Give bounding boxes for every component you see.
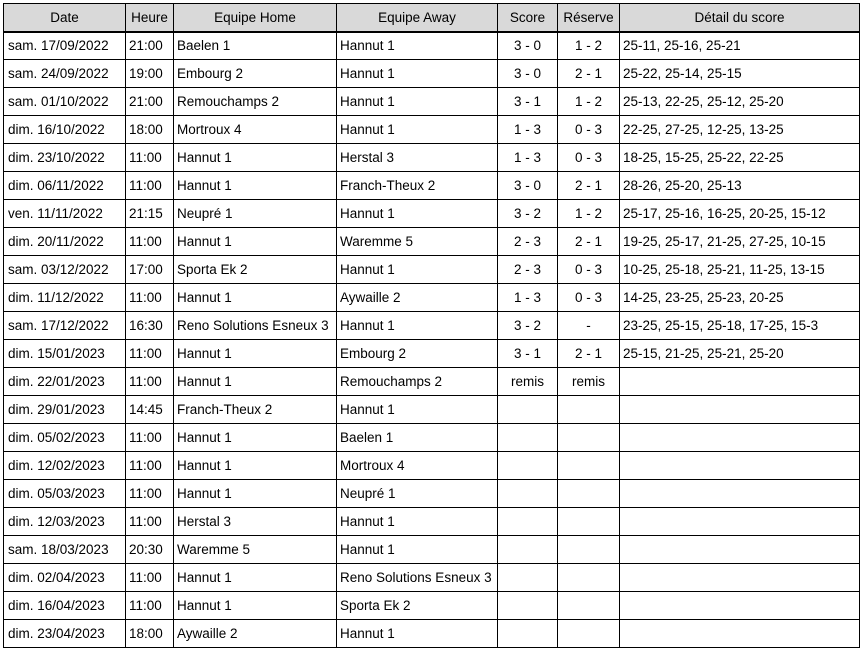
cell-away-team: Neupré 1 <box>337 480 498 508</box>
cell-reserve <box>558 592 620 620</box>
cell-score-detail: 25-17, 25-16, 16-25, 20-25, 15-12 <box>620 200 860 228</box>
cell-home-team: Waremme 5 <box>174 536 337 564</box>
cell-away-team: Aywaille 2 <box>337 284 498 312</box>
cell-away-team: Waremme 5 <box>337 228 498 256</box>
cell-date: sam. 24/09/2022 <box>4 60 126 88</box>
cell-home-team: Franch-Theux 2 <box>174 396 337 424</box>
cell-reserve: 0 - 3 <box>558 284 620 312</box>
cell-score-detail: 18-25, 15-25, 25-22, 22-25 <box>620 144 860 172</box>
cell-home-team: Hannut 1 <box>174 172 337 200</box>
cell-home-team: Hannut 1 <box>174 424 337 452</box>
cell-date: dim. 20/11/2022 <box>4 228 126 256</box>
cell-home-team: Sporta Ek 2 <box>174 256 337 284</box>
table-row <box>4 116 860 144</box>
cell-score-detail: 23-25, 25-15, 25-18, 17-25, 15-3 <box>620 312 860 340</box>
cell-reserve <box>558 564 620 592</box>
cell-score-detail <box>620 396 860 424</box>
cell-home-team: Hannut 1 <box>174 368 337 396</box>
cell-home-team: Embourg 2 <box>174 60 337 88</box>
cell-score <box>498 508 558 536</box>
cell-score-detail <box>620 536 860 564</box>
header-score: Score <box>498 4 558 32</box>
cell-reserve <box>558 536 620 564</box>
cell-score-detail <box>620 480 860 508</box>
table-row <box>4 228 860 256</box>
cell-away-team: Hannut 1 <box>337 200 498 228</box>
cell-score-detail: 10-25, 25-18, 25-21, 11-25, 13-15 <box>620 256 860 284</box>
cell-score: 1 - 3 <box>498 284 558 312</box>
cell-score-detail: 25-13, 22-25, 25-12, 25-20 <box>620 88 860 116</box>
cell-home-team: Reno Solutions Esneux 3 <box>174 312 337 340</box>
table-row <box>4 32 860 60</box>
cell-score-detail <box>620 368 860 396</box>
cell-heure: 11:00 <box>126 368 174 396</box>
cell-heure: 11:00 <box>126 508 174 536</box>
cell-home-team: Neupré 1 <box>174 200 337 228</box>
table-row <box>4 452 860 480</box>
header-detail: Détail du score <box>620 4 860 32</box>
cell-score: 3 - 2 <box>498 200 558 228</box>
cell-score <box>498 620 558 648</box>
cell-score-detail: 22-25, 27-25, 12-25, 13-25 <box>620 116 860 144</box>
cell-date: dim. 02/04/2023 <box>4 564 126 592</box>
cell-away-team: Herstal 3 <box>337 144 498 172</box>
table-row <box>4 396 860 424</box>
cell-score: 3 - 1 <box>498 88 558 116</box>
cell-score-detail <box>620 452 860 480</box>
table-row <box>4 284 860 312</box>
cell-away-team: Hannut 1 <box>337 620 498 648</box>
cell-away-team: Sporta Ek 2 <box>337 592 498 620</box>
cell-date: dim. 05/03/2023 <box>4 480 126 508</box>
schedule-container <box>3 3 860 648</box>
header-reserve: Réserve <box>558 4 620 32</box>
cell-score-detail <box>620 592 860 620</box>
cell-heure: 11:00 <box>126 452 174 480</box>
cell-away-team: Hannut 1 <box>337 88 498 116</box>
cell-heure: 21:15 <box>126 200 174 228</box>
cell-home-team: Herstal 3 <box>174 508 337 536</box>
cell-score: 3 - 1 <box>498 340 558 368</box>
header-date: Date <box>4 4 126 32</box>
cell-score-detail: 25-11, 25-16, 25-21 <box>620 32 860 60</box>
table-row <box>4 88 860 116</box>
cell-heure: 21:00 <box>126 32 174 60</box>
table-body <box>4 32 860 648</box>
cell-heure: 18:00 <box>126 620 174 648</box>
cell-score-detail: 25-15, 21-25, 25-21, 25-20 <box>620 340 860 368</box>
cell-heure: 11:00 <box>126 172 174 200</box>
cell-away-team: Hannut 1 <box>337 536 498 564</box>
cell-home-team: Hannut 1 <box>174 340 337 368</box>
cell-home-team: Aywaille 2 <box>174 620 337 648</box>
cell-score <box>498 536 558 564</box>
cell-score-detail: 19-25, 25-17, 21-25, 27-25, 10-15 <box>620 228 860 256</box>
cell-reserve <box>558 396 620 424</box>
cell-away-team: Mortroux 4 <box>337 452 498 480</box>
cell-score: 3 - 0 <box>498 32 558 60</box>
table-row <box>4 60 860 88</box>
table-row <box>4 368 860 396</box>
cell-date: sam. 17/12/2022 <box>4 312 126 340</box>
cell-score <box>498 564 558 592</box>
cell-date: dim. 29/01/2023 <box>4 396 126 424</box>
cell-away-team: Reno Solutions Esneux 3 <box>337 564 498 592</box>
header-row <box>4 4 860 32</box>
cell-heure: 11:00 <box>126 144 174 172</box>
cell-home-team: Hannut 1 <box>174 592 337 620</box>
cell-date: dim. 15/01/2023 <box>4 340 126 368</box>
cell-heure: 21:00 <box>126 88 174 116</box>
cell-home-team: Hannut 1 <box>174 228 337 256</box>
cell-away-team: Baelen 1 <box>337 424 498 452</box>
cell-home-team: Remouchamps 2 <box>174 88 337 116</box>
cell-date: sam. 18/03/2023 <box>4 536 126 564</box>
cell-away-team: Embourg 2 <box>337 340 498 368</box>
cell-reserve: 0 - 3 <box>558 144 620 172</box>
header-home: Equipe Home <box>174 4 337 32</box>
cell-home-team: Hannut 1 <box>174 144 337 172</box>
cell-score: 2 - 3 <box>498 228 558 256</box>
cell-away-team: Hannut 1 <box>337 116 498 144</box>
cell-score-detail: 14-25, 23-25, 25-23, 20-25 <box>620 284 860 312</box>
cell-reserve: remis <box>558 368 620 396</box>
cell-away-team: Hannut 1 <box>337 256 498 284</box>
cell-away-team: Franch-Theux 2 <box>337 172 498 200</box>
cell-heure: 11:00 <box>126 340 174 368</box>
cell-home-team: Hannut 1 <box>174 480 337 508</box>
cell-heure: 17:00 <box>126 256 174 284</box>
table-row <box>4 620 860 648</box>
cell-date: dim. 12/02/2023 <box>4 452 126 480</box>
cell-reserve: 2 - 1 <box>558 340 620 368</box>
cell-heure: 11:00 <box>126 228 174 256</box>
cell-away-team: Hannut 1 <box>337 60 498 88</box>
cell-score: 1 - 3 <box>498 116 558 144</box>
cell-date: dim. 23/04/2023 <box>4 620 126 648</box>
cell-heure: 11:00 <box>126 564 174 592</box>
cell-date: ven. 11/11/2022 <box>4 200 126 228</box>
cell-date: dim. 22/01/2023 <box>4 368 126 396</box>
table-row <box>4 424 860 452</box>
cell-date: dim. 06/11/2022 <box>4 172 126 200</box>
cell-away-team: Hannut 1 <box>337 508 498 536</box>
cell-away-team: Hannut 1 <box>337 312 498 340</box>
table-row <box>4 256 860 284</box>
cell-score: 1 - 3 <box>498 144 558 172</box>
cell-score-detail <box>620 424 860 452</box>
cell-reserve: 2 - 1 <box>558 60 620 88</box>
cell-reserve: 0 - 3 <box>558 256 620 284</box>
cell-home-team: Baelen 1 <box>174 32 337 60</box>
cell-date: sam. 17/09/2022 <box>4 32 126 60</box>
cell-reserve: - <box>558 312 620 340</box>
table-row <box>4 508 860 536</box>
cell-date: dim. 16/04/2023 <box>4 592 126 620</box>
cell-reserve <box>558 508 620 536</box>
match-schedule-table <box>3 3 860 648</box>
cell-away-team: Hannut 1 <box>337 396 498 424</box>
table-row <box>4 144 860 172</box>
cell-score: 3 - 0 <box>498 60 558 88</box>
cell-heure: 14:45 <box>126 396 174 424</box>
cell-home-team: Hannut 1 <box>174 452 337 480</box>
cell-heure: 11:00 <box>126 284 174 312</box>
header-away: Equipe Away <box>337 4 498 32</box>
table-row <box>4 592 860 620</box>
cell-heure: 11:00 <box>126 592 174 620</box>
cell-score: 3 - 2 <box>498 312 558 340</box>
cell-home-team: Hannut 1 <box>174 564 337 592</box>
cell-reserve <box>558 452 620 480</box>
cell-reserve <box>558 620 620 648</box>
table-row <box>4 536 860 564</box>
cell-heure: 20:30 <box>126 536 174 564</box>
table-row <box>4 564 860 592</box>
cell-reserve: 2 - 1 <box>558 228 620 256</box>
table-row <box>4 312 860 340</box>
cell-score-detail: 25-22, 25-14, 25-15 <box>620 60 860 88</box>
cell-home-team: Mortroux 4 <box>174 116 337 144</box>
table-row <box>4 172 860 200</box>
cell-reserve: 1 - 2 <box>558 32 620 60</box>
cell-score: 2 - 3 <box>498 256 558 284</box>
cell-date: dim. 12/03/2023 <box>4 508 126 536</box>
table-row <box>4 480 860 508</box>
cell-heure: 16:30 <box>126 312 174 340</box>
cell-away-team: Hannut 1 <box>337 32 498 60</box>
cell-reserve <box>558 480 620 508</box>
cell-score: remis <box>498 368 558 396</box>
cell-date: dim. 23/10/2022 <box>4 144 126 172</box>
cell-score <box>498 396 558 424</box>
cell-home-team: Hannut 1 <box>174 284 337 312</box>
cell-score <box>498 424 558 452</box>
table-row <box>4 340 860 368</box>
cell-date: dim. 11/12/2022 <box>4 284 126 312</box>
cell-heure: 18:00 <box>126 116 174 144</box>
cell-date: sam. 01/10/2022 <box>4 88 126 116</box>
cell-score-detail <box>620 508 860 536</box>
cell-reserve <box>558 424 620 452</box>
cell-score <box>498 592 558 620</box>
cell-reserve: 1 - 2 <box>558 200 620 228</box>
cell-reserve: 1 - 2 <box>558 88 620 116</box>
cell-score-detail: 28-26, 25-20, 25-13 <box>620 172 860 200</box>
cell-date: sam. 03/12/2022 <box>4 256 126 284</box>
table-row <box>4 200 860 228</box>
cell-score-detail <box>620 564 860 592</box>
cell-score <box>498 452 558 480</box>
cell-heure: 11:00 <box>126 424 174 452</box>
cell-heure: 11:00 <box>126 480 174 508</box>
cell-date: dim. 05/02/2023 <box>4 424 126 452</box>
cell-date: dim. 16/10/2022 <box>4 116 126 144</box>
cell-score <box>498 480 558 508</box>
cell-reserve: 0 - 3 <box>558 116 620 144</box>
cell-away-team: Remouchamps 2 <box>337 368 498 396</box>
cell-heure: 19:00 <box>126 60 174 88</box>
header-heure: Heure <box>126 4 174 32</box>
cell-reserve: 2 - 1 <box>558 172 620 200</box>
cell-score-detail <box>620 620 860 648</box>
cell-score: 3 - 0 <box>498 172 558 200</box>
